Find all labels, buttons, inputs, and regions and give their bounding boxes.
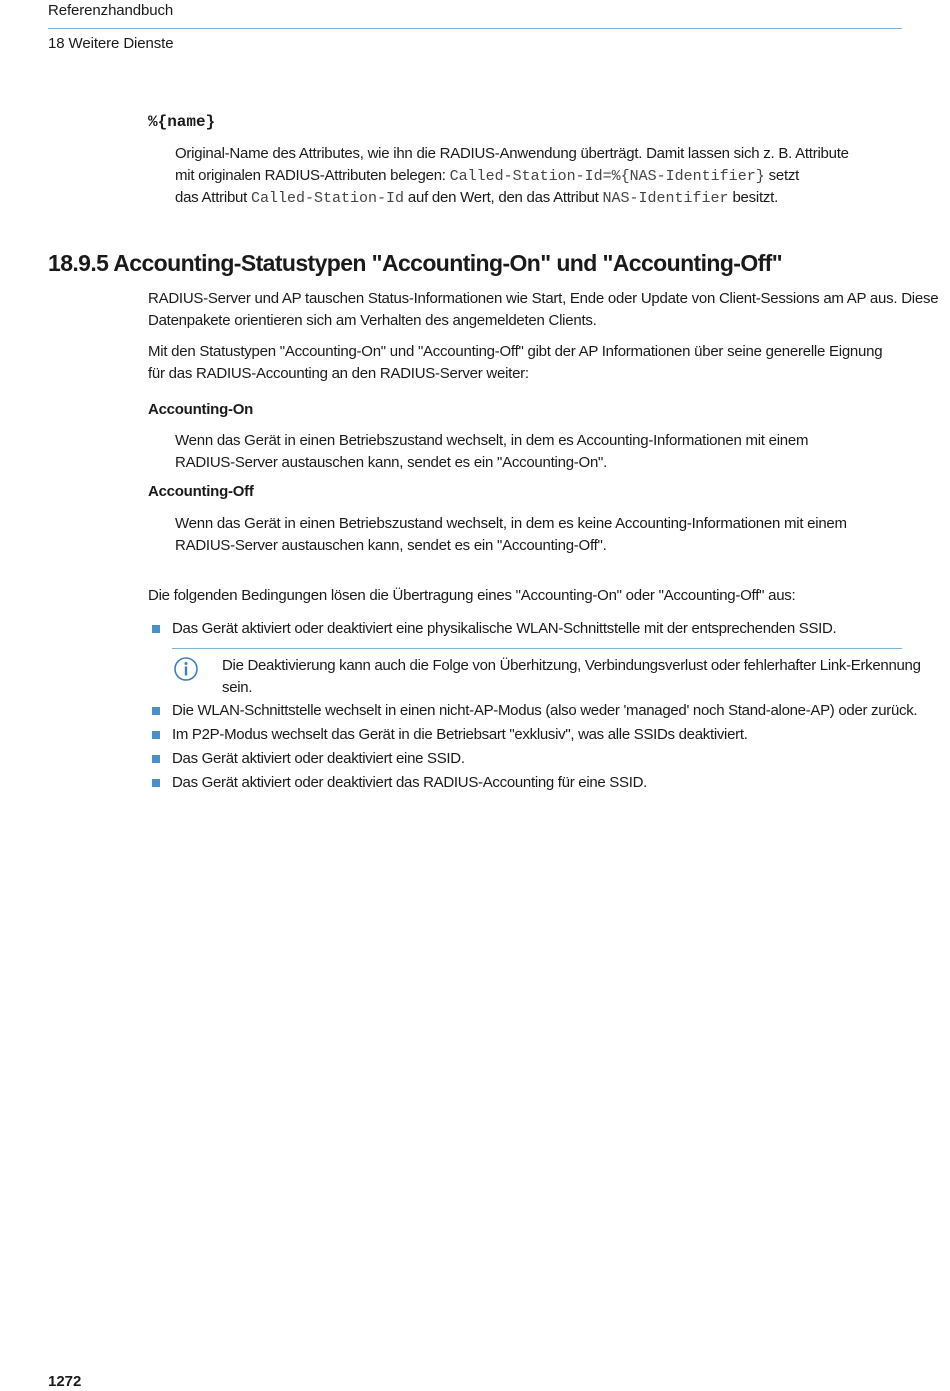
bullet-marker <box>152 625 160 633</box>
condition-item-2: Die WLAN-Schnittstelle wechselt in einen nicht-AP-Modus (also weder 'managed' noch Stand-alone-AP) oder zurück. <box>172 702 918 719</box>
definition-accounting-off-line-2: RADIUS-Server austauschen kann, sendet es ein "Accounting-Off". <box>175 537 607 554</box>
definition-accounting-on-line-2: RADIUS-Server austauschen kann, sendet es ein "Accounting-On". <box>175 454 608 471</box>
info-icon <box>173 656 199 682</box>
condition-item-1: Das Gerät aktiviert oder deaktiviert eine physikalische WLAN-Schnittstelle mit der entsprechenden SSID. <box>172 620 837 637</box>
bullet-marker <box>152 707 160 715</box>
variable-term: %{name} <box>148 113 216 131</box>
note-line-1: Die Deaktivierung kann auch die Folge von Überhitzung, Verbindungsverlust oder fehlerhafter Link-Erkennung <box>222 657 921 674</box>
condition-item-3: Im P2P-Modus wechselt das Gerät in die Betriebsart "exklusiv", was alle SSIDs deaktiviert. <box>172 726 748 743</box>
note-line-2: sein. <box>222 679 253 696</box>
running-header-chapter: 18 Weitere Dienste <box>48 35 174 52</box>
condition-item-5: Das Gerät aktiviert oder deaktiviert das RADIUS-Accounting für eine SSID. <box>172 774 647 791</box>
section-heading: 18.9.5 Accounting-Statustypen "Accounting-On" und "Accounting-Off" <box>48 250 783 276</box>
definition-term-accounting-off: Accounting-Off <box>148 483 254 500</box>
paragraph-1-line-2: Datenpakete orientieren sich am Verhalten des angemeldeten Clients. <box>148 312 597 329</box>
note-divider <box>172 648 902 649</box>
definition-term-accounting-on: Accounting-On <box>148 401 254 418</box>
variable-description-line-3: das Attribut Called-Station-Id auf den Wert, den das Attribut NAS-Identifier besitzt. <box>175 189 778 207</box>
header-divider <box>48 28 902 29</box>
definition-accounting-off-line-1: Wenn das Gerät in einen Betriebszustand wechselt, in dem es keine Accounting-Informationen mit einem <box>175 515 847 532</box>
code-called-station-id-assignment: Called-Station-Id=%{NAS-Identifier} <box>449 168 765 185</box>
bullet-marker <box>152 731 160 739</box>
paragraph-2-line-2: für das RADIUS-Accounting an den RADIUS-Server weiter: <box>148 365 529 382</box>
paragraph-1-line-1: RADIUS-Server und AP tauschen Status-Informationen wie Start, Ende oder Update von Client-Sessions am AP aus. Diese <box>148 290 939 307</box>
condition-item-4: Das Gerät aktiviert oder deaktiviert eine SSID. <box>172 750 465 767</box>
definition-accounting-on-line-1: Wenn das Gerät in einen Betriebszustand wechselt, in dem es Accounting-Informationen mit einem <box>175 432 809 449</box>
bullet-marker <box>152 779 160 787</box>
conditions-intro: Die folgenden Bedingungen lösen die Übertragung eines "Accounting-On" oder "Accounting-Off" aus: <box>148 587 796 604</box>
code-called-station-id: Called-Station-Id <box>250 190 404 207</box>
bullet-marker <box>152 755 160 763</box>
variable-description-line-2: mit originalen RADIUS-Attributen belegen: Called-Station-Id=%{NAS-Identifier} setzt <box>175 167 800 185</box>
code-nas-identifier: NAS-Identifier <box>602 190 729 207</box>
paragraph-2-line-1: Mit den Statustypen "Accounting-On" und "Accounting-Off" gibt der AP Informationen über seine generelle Eignung <box>148 343 883 360</box>
running-header-title: Referenzhandbuch <box>48 2 174 19</box>
page-number: 1272 <box>48 1373 82 1390</box>
variable-description-line-1: Original-Name des Attributes, wie ihn die RADIUS-Anwendung überträgt. Damit lassen sich z. B. Attribute <box>175 145 849 162</box>
